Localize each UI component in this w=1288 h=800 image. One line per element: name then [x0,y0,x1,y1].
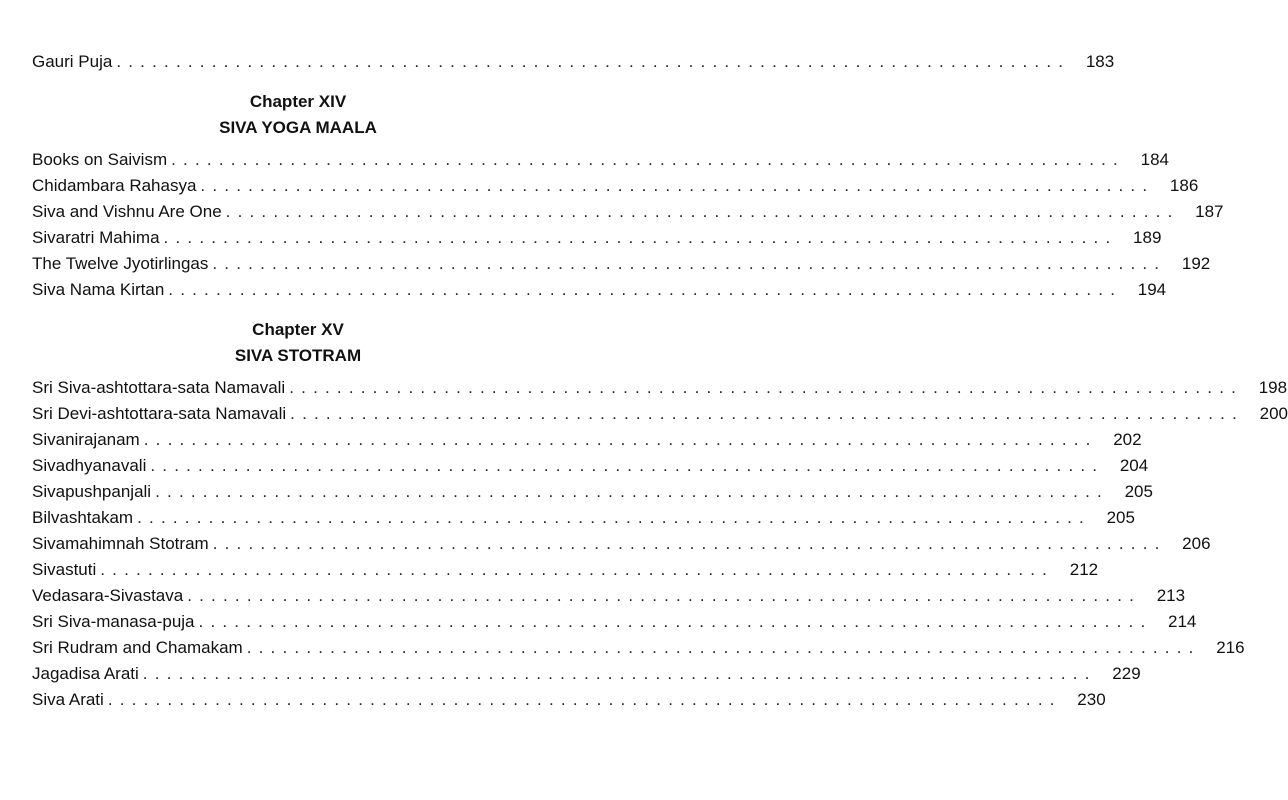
toc-entry-title: Sivadhyanavali [32,456,147,475]
toc-entry-title: Siva and Vishnu Are One [32,202,222,221]
toc-entry-title: Sivanirajanam [32,430,140,449]
chapter-title: SIVA STOTRAM [234,346,362,365]
toc-entry-page: 202 [1113,430,1142,449]
leader-dots: ................................................................................ [155,482,1109,501]
leader-dots: ................................................................................ [100,560,1055,579]
leader-dots: ................................................................................ [137,508,1091,527]
toc-entry [32,222,1162,248]
toc-entry-page: 184 [1140,150,1169,169]
toc-entry-page: 192 [1181,254,1211,273]
chapter-title: SIVA YOGA MAALA [219,118,377,137]
toc-entry-title: Sivamahimnah Stotram [32,534,209,553]
toc-entry-page: 229 [1112,664,1141,683]
toc-entry [32,196,1224,222]
toc-entry-title: Sri Devi-ashtottara-sata Namavali [32,404,287,423]
toc-entry [32,502,1135,528]
toc-entry [32,658,1141,684]
toc-entry-page: 206 [1182,534,1211,553]
leader-dots: ................................................................................ [212,254,1167,273]
leader-dots: ................................................................................ [200,176,1155,195]
toc-entry-title: Sri Siva-manasa-puja [32,612,195,631]
leader-dots: ................................................................................ [187,586,1142,605]
toc-entry-title: Siva Nama Kirtan [32,280,165,299]
leader-dots: ................................................................................ [107,690,1062,709]
toc-entry-title: Sivaratri Mahima [32,228,160,247]
leader-dots: ................................................................................ [143,430,1098,449]
toc-entry-page: 187 [1195,202,1224,221]
toc-entry-title: Siva Arati [32,690,104,709]
toc-entry [32,170,1199,196]
toc-entry [32,372,1288,398]
toc-entry-page: 200 [1259,404,1288,423]
toc-entry-page: 186 [1169,176,1199,195]
toc-entry [32,632,1245,658]
toc-entry-page: 216 [1216,638,1245,657]
leader-dots: ................................................................................ [116,52,1071,71]
toc-entry-title: Sri Rudram and Chamakam [32,638,243,657]
toc-entry-title: Sivastuti [32,560,97,579]
leader-dots: ................................................................................ [163,228,1118,247]
toc-entry [32,580,1186,606]
toc-entry [32,248,1211,274]
toc-entry-page: 205 [1124,482,1153,501]
toc-entry-title: The Twelve Jyotirlingas [32,254,209,273]
leader-dots: ................................................................................ [290,404,1245,423]
toc-entry-page: 204 [1119,456,1149,475]
leader-dots: ................................................................................ [246,638,1201,657]
chapter-label: Chapter XIV [249,92,347,111]
toc-entry-title: Vedasara-Sivastava [32,586,184,605]
toc-entry-title: Jagadisa Arati [32,664,139,683]
toc-entry [32,554,1099,580]
toc-entry-page: 214 [1168,612,1197,631]
toc-entry-title: Books on Saivism [32,150,168,169]
leader-dots: ................................................................................ [225,202,1180,221]
toc-entry-title: Sivapushpanjali [32,482,152,501]
toc-entry [32,398,1288,424]
toc-entry-title: Sri Siva-ashtottara-sata Namavali [32,378,286,397]
toc-entry-page: 230 [1077,690,1106,709]
leader-dots: ................................................................................ [150,456,1105,475]
toc-entry-title: Chidambara Rahasya [32,176,197,195]
leader-dots: ................................................................................ [212,534,1167,553]
leader-dots: ................................................................................ [289,378,1244,397]
toc-entry [32,606,1197,632]
toc-entry-page: 212 [1069,560,1099,579]
leader-dots: ................................................................................ [171,150,1125,169]
toc-entry-page: 213 [1156,586,1186,605]
toc-entry [32,424,1142,450]
toc-entry [32,274,1167,300]
toc-entry [32,528,1211,554]
toc-entry-title: Bilvashtakam [32,508,134,527]
toc-entry-title: Gauri Puja [32,52,113,71]
toc-entry-page: 183 [1085,52,1115,71]
toc-entry [32,684,1106,710]
toc-entry-page: 198 [1258,378,1288,397]
chapter-label: Chapter XV [252,320,344,339]
toc-entry-page: 189 [1133,228,1162,247]
toc-entry-page: 205 [1106,508,1135,527]
toc-entry [32,450,1149,476]
toc-entry [32,144,1169,170]
toc-entry [32,476,1153,502]
toc-entry-page: 194 [1137,280,1167,299]
leader-dots: ................................................................................ [142,664,1097,683]
leader-dots: ................................................................................ [168,280,1123,299]
leader-dots: ................................................................................ [198,612,1153,631]
toc-entry [32,46,1115,72]
